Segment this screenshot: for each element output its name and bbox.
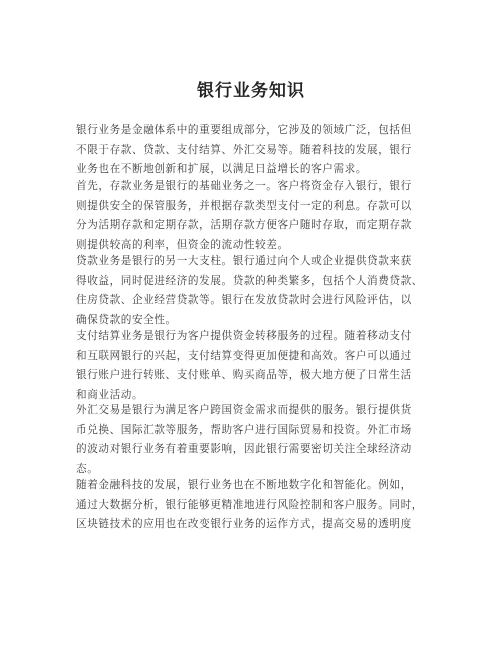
text-line: 首先，存款业务是银行的基础业务之一。客户将资金存入银行，银行 bbox=[76, 180, 412, 192]
paragraph-payments bbox=[76, 327, 436, 405]
text-line: 随着金融科技的发展，银行业务也在不断地数字化和智能化。例如， bbox=[76, 479, 412, 491]
document-title: 银行业务知识 bbox=[197, 81, 305, 101]
paragraph-deposits bbox=[76, 177, 436, 255]
text-line: 银行账户进行转账、支付账单、购买商品等，极大地方便了日常生活 bbox=[76, 369, 412, 382]
text-line: 业务也在不断地创新和扩展，以满足日益增长的客户需求。 bbox=[76, 163, 368, 176]
text-line: 分为活期存款和定期存款，活期存款方便客户随时存取，而定期存款 bbox=[76, 219, 412, 232]
text-line: 住房贷款、企业经营贷款等。银行在发放贷款时会进行风险评估，以 bbox=[76, 294, 412, 307]
text-line: 则提供安全的保管服务，并根据存款类型支付一定的利息。存款可以 bbox=[76, 199, 412, 212]
paragraph-forex bbox=[76, 401, 436, 479]
text-line: 外汇交易是银行为满足客户跨国资金需求而提供的服务。银行提供货 bbox=[76, 404, 412, 416]
text-line: 则提供较高的利率，但资金的流动性较差。 bbox=[76, 238, 289, 251]
text-line: 得收益，同时促进经济的发展。贷款的种类繁多，包括个人消费贷款、 bbox=[76, 274, 424, 287]
text-line: 和商业活动。 bbox=[76, 388, 144, 401]
text-line: 区块链技术的应用也在改变银行业务的运作方式，提高交易的透明度 bbox=[76, 518, 412, 531]
paragraph-intro bbox=[76, 121, 436, 180]
text-line: 贷款业务是银行的另一大支柱。银行通过向个人或企业提供贷款来获 bbox=[76, 255, 412, 267]
text-line: 确保贷款的安全性。 bbox=[76, 313, 177, 326]
text-line: 通过大数据分析，银行能够更精准地进行风险控制和客户服务。同时， bbox=[76, 498, 424, 511]
text-line: 币兑换、国际汇款等服务，帮助客户进行国际贸易和投资。外汇市场 bbox=[76, 423, 412, 436]
text-line: 不限于存款、贷款、支付结算、外汇交易等。随着科技的发展，银行 bbox=[76, 143, 412, 156]
text-line: 和互联网银行的兴起，支付结算变得更加便捷和高效。客户可以通过 bbox=[76, 349, 412, 362]
text-line: 银行业务是金融体系中的重要组成部分，它涉及的领域广泛，包括但 bbox=[76, 124, 412, 136]
text-line: 态。 bbox=[76, 462, 99, 475]
text-line: 的波动对银行业务有着重要影响，因此银行需要密切关注全球经济动 bbox=[76, 443, 412, 456]
paragraph-fintech bbox=[76, 476, 436, 535]
paragraph-loans bbox=[76, 252, 436, 330]
text-line: 支付结算业务是银行为客户提供资金转移服务的过程。随着移动支付 bbox=[76, 330, 412, 342]
